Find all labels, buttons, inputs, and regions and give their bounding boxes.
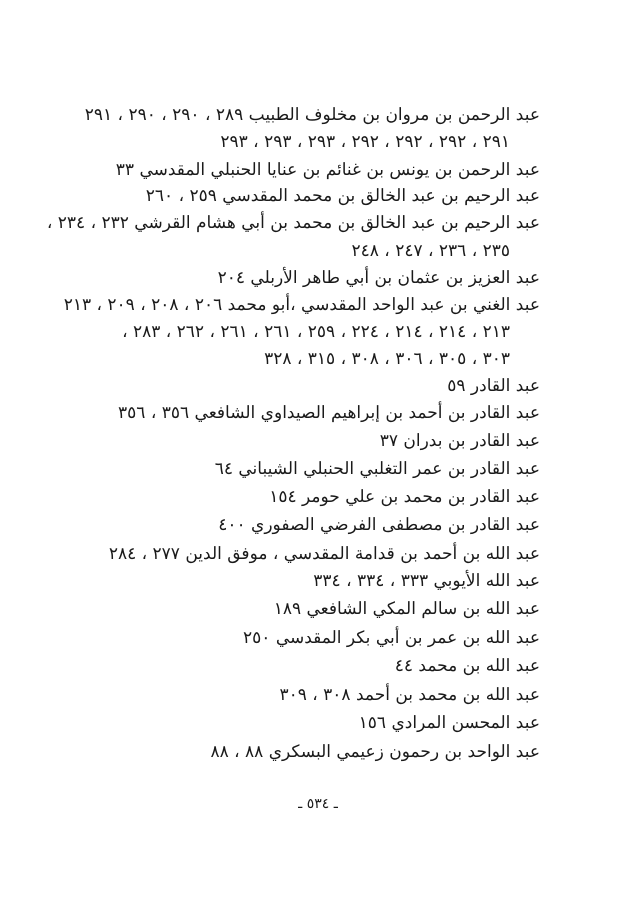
- index-entry: عبد الواحد بن رحمون زعيمي البسكري ٨٨ ، ٨٨: [210, 742, 540, 762]
- index-entry: عبد الرحيم بن عبد الخالق بن محمد بن أبي هشام القرشي ٢٣٢ ، ٢٣٤ ،: [46, 213, 540, 233]
- index-entry: عبد الرحمن بن يونس بن غنائم بن عنايا الحنبلي المقدسي ٣٣: [115, 160, 540, 180]
- index-entry: عبد القادر بن محمد بن علي حومر ١٥٤: [269, 487, 540, 507]
- index-entry: عبد العزيز بن عثمان بن أبي طاهر الأربلي ٢٠٤: [217, 268, 540, 288]
- index-entry-continuation: ٢٩١ ، ٢٩٢ ، ٢٩٢ ، ٢٩٢ ، ٢٩٣ ، ٢٩٣ ، ٢٩٣: [220, 132, 510, 152]
- index-entry-continuation: ٢٣٥ ، ٢٣٦ ، ٢٤٧ ، ٢٤٨: [351, 241, 510, 261]
- index-entry: عبد الله بن سالم المكي الشافعي ١٨٩: [273, 599, 540, 619]
- index-entry: عبد الرحمن بن مروان بن مخلوف الطبيب ٢٨٩ ، ٢٩٠ ، ٢٩٠ ، ٢٩١: [84, 105, 540, 125]
- index-entry: عبد القادر بن مصطفى الفرضي الصفوري ٤٠٠: [218, 515, 540, 535]
- index-entry: عبد الغني بن عبد الواحد المقدسي ،أبو محمد ٢٠٦ ، ٢٠٨ ، ٢٠٩ ، ٢١٣: [63, 295, 540, 315]
- index-entry: عبد الله بن عمر بن أبي بكر المقدسي ٢٥٠: [243, 628, 540, 648]
- index-entry: عبد الله بن محمد ٤٤: [394, 656, 540, 676]
- index-entry: عبد الرحيم بن عبد الخالق بن محمد المقدسي ٢٥٩ ، ٢٦٠: [145, 186, 540, 206]
- page-number: ـ ٥٣٤ ـ: [298, 796, 338, 812]
- index-entry: عبد الله بن محمد بن أحمد ٣٠٨ ، ٣٠٩: [279, 685, 540, 705]
- index-entry: عبد القادر بن أحمد بن إبراهيم الصيداوي الشافعي ٣٥٦ ، ٣٥٦: [118, 403, 540, 423]
- index-entry: عبد القادر بن بدران ٣٧: [379, 431, 540, 451]
- index-entry: عبد المحسن المرادي ١٥٦: [358, 713, 540, 733]
- index-entry: عبد القادر بن عمر التغلبي الحنبلي الشيباني ٦٤: [214, 459, 540, 479]
- index-entry: عبد الله بن أحمد بن قدامة المقدسي ، موفق الدين ٢٧٧ ، ٢٨٤: [108, 544, 540, 564]
- index-entry: عبد القادر ٥٩: [447, 376, 540, 396]
- index-entry: عبد الله الأيوبي ٣٣٣ ، ٣٣٤ ، ٣٣٤: [313, 571, 540, 591]
- index-entry-continuation: ٢١٣ ، ٢١٤ ، ٢١٤ ، ٢٢٤ ، ٢٥٩ ، ٢٦١ ، ٢٦١ ، ٢٦٢ ، ٢٨٣ ،: [122, 322, 510, 342]
- index-entry-continuation: ٣٠٣ ، ٣٠٥ ، ٣٠٦ ، ٣٠٨ ، ٣١٥ ، ٣٢٨: [264, 349, 510, 369]
